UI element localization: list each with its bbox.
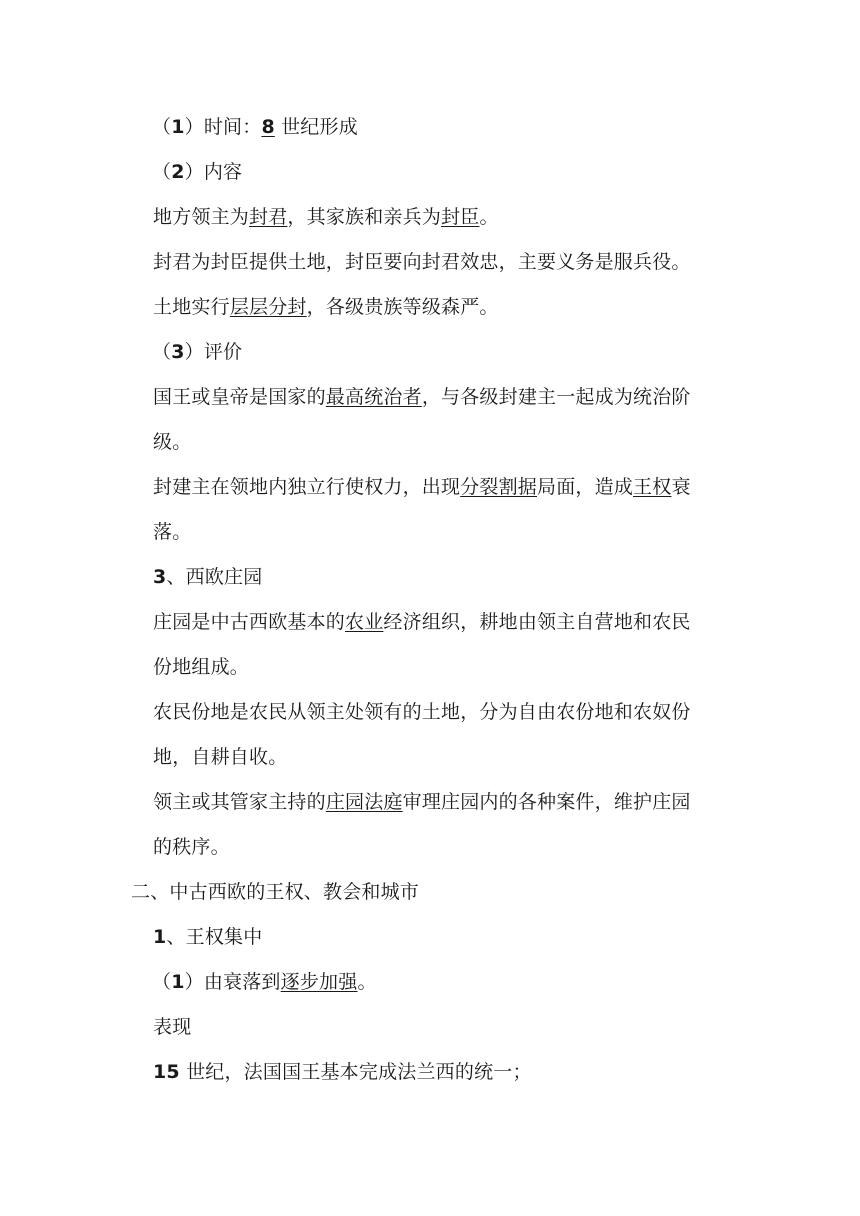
text-span: 2	[171, 161, 185, 183]
text-line	[153, 654, 249, 680]
text-line	[153, 789, 691, 815]
text-line	[152, 339, 242, 365]
text-span: （	[152, 116, 172, 138]
text-span: ）内容	[184, 161, 243, 183]
text-line	[153, 294, 499, 320]
text-span: （	[152, 341, 172, 363]
text-span: 二、中古西欧的王权、教会和城市	[131, 881, 420, 903]
text-span: ）时间：	[184, 116, 262, 138]
underlined-term: 王权	[633, 476, 672, 498]
text-line	[153, 609, 691, 635]
text-line	[153, 249, 691, 275]
text-span: 世纪形成	[274, 116, 358, 138]
text-span: 封君为封臣提供土地，封臣要向封君效忠，主要义务是服兵役。	[153, 251, 691, 273]
text-span: 的秩序。	[153, 836, 230, 858]
text-line	[153, 1059, 532, 1085]
underlined-term: 农业	[345, 611, 384, 633]
text-span: ，与各级封建主一起成为统治阶	[421, 386, 691, 408]
text-span: （	[152, 971, 172, 993]
text-span: 15	[153, 1061, 180, 1083]
underlined-term: 封君	[249, 206, 288, 228]
text-span: ，其家族和亲兵为	[287, 206, 442, 228]
underlined-term: 封臣	[441, 206, 480, 228]
text-span: 1	[171, 971, 185, 993]
text-line	[153, 699, 691, 725]
text-line	[153, 564, 262, 590]
text-line	[153, 429, 191, 455]
underlined-term: 最高统治者	[325, 386, 422, 408]
text-span: 地，自耕自收。	[153, 746, 288, 768]
underlined-term: 逐步加强	[280, 971, 358, 993]
text-span: 领主或其管家主持的	[153, 791, 326, 813]
text-line	[131, 879, 419, 905]
text-span: 。	[357, 971, 377, 993]
text-line	[152, 969, 377, 995]
text-span: 3	[153, 566, 167, 588]
text-line	[153, 474, 691, 500]
text-line	[153, 519, 191, 545]
text-line	[153, 924, 262, 950]
text-line	[153, 744, 287, 770]
text-span: ）由衰落到	[184, 971, 281, 993]
text-span: 审理庄园内的各种案件，维护庄园	[402, 791, 691, 813]
text-span: 落。	[153, 521, 192, 543]
text-span: 1	[153, 926, 167, 948]
text-span: 庄园是中古西欧基本的	[153, 611, 346, 633]
text-span: 、王权集中	[166, 926, 263, 948]
text-line	[153, 834, 230, 860]
text-span: 3	[171, 341, 185, 363]
text-span: 国王或皇帝是国家的	[153, 386, 326, 408]
text-span: 份地组成。	[153, 656, 250, 678]
underlined-term: 分裂割据	[460, 476, 538, 498]
text-span: 农民份地是农民从领主处领有的土地，分为自由农份地和农奴份	[153, 701, 691, 723]
text-span: 、西欧庄园	[166, 566, 263, 588]
text-span: 。	[479, 206, 499, 228]
underlined-term: 8	[261, 116, 275, 138]
text-span: 局面，造成	[537, 476, 634, 498]
text-line	[153, 204, 499, 230]
text-span: 表现	[153, 1016, 192, 1038]
text-span: 级。	[153, 431, 192, 453]
text-span: ，各级贵族等级森严。	[306, 296, 499, 318]
text-span: 世纪，法国国王基本完成法兰西的统一；	[179, 1061, 532, 1083]
text-span: （	[152, 161, 172, 183]
text-line	[153, 384, 691, 410]
text-span: 地方领主为	[153, 206, 250, 228]
text-span: 土地实行	[153, 296, 230, 318]
text-span: 封建主在领地内独立行使权力，出现	[153, 476, 461, 498]
text-span: 1	[171, 116, 185, 138]
text-span: 经济组织，耕地由领主自营地和农民	[383, 611, 691, 633]
underlined-term: 层层分封	[229, 296, 307, 318]
text-line	[152, 114, 358, 140]
text-span: ）评价	[184, 341, 243, 363]
text-line	[153, 1014, 191, 1040]
text-line	[152, 159, 242, 185]
text-span: 衰	[671, 476, 691, 498]
underlined-term: 庄园法庭	[325, 791, 403, 813]
